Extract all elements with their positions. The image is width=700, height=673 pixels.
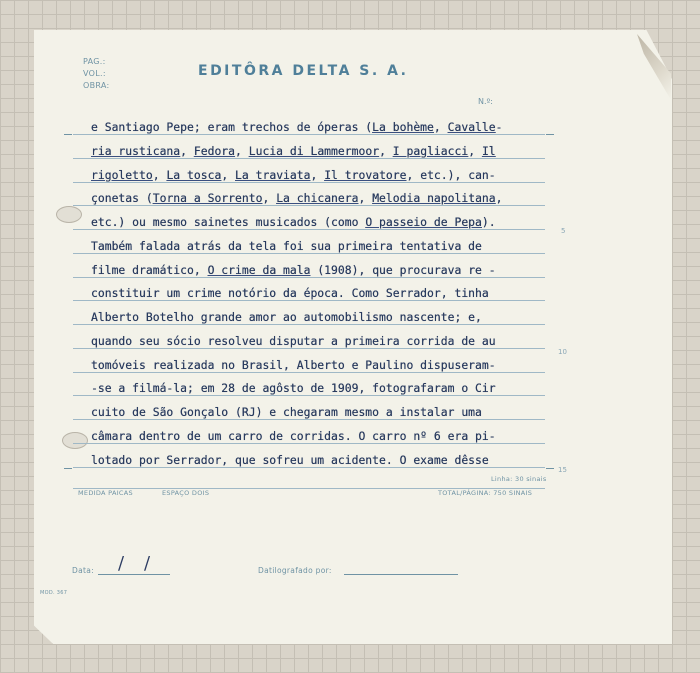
typed-line (91, 405, 482, 419)
underlined-title: O passeio de Pepa (365, 215, 482, 229)
typed-line (91, 168, 496, 182)
typed-line (91, 429, 496, 443)
text-segment: , (262, 191, 277, 206)
text-segment: Alberto Botelho grande amor ao automobilismo nascente; e, (91, 310, 482, 324)
margin-tick (546, 468, 554, 469)
text-segment: , (310, 167, 325, 182)
text-segment: -se a filmá-la; em 28 de agôsto de 1909, fotografaram o Cir (91, 381, 496, 396)
pag-label: PAG.: (83, 57, 106, 66)
text-segment: tomóveis realizada no Brasil, Alberto e Paulino dispuseram- (91, 357, 496, 372)
obra-label: OBRA: (83, 81, 110, 90)
typed-line (91, 120, 503, 134)
ruled-line (73, 395, 545, 396)
text-segment: Também falada atrás da tela foi sua primeira tentativa de (91, 238, 482, 253)
margin-tick (64, 468, 72, 469)
underlined-title: Il trovatore (324, 167, 407, 182)
underlined-title: I pagliacci (392, 143, 469, 158)
margin-tick (64, 134, 72, 135)
typed-line (91, 239, 482, 253)
text-segment: , (379, 143, 393, 158)
text-segment: e Santiago Pepe; eram trechos de óperas ( (91, 120, 373, 134)
ruled-line (73, 134, 545, 135)
typed-by-line (344, 574, 458, 575)
medida-label: MEDIDA PAICAS (78, 489, 133, 497)
number-label: N.º: (478, 97, 493, 106)
text-segment: , etc.), can- (406, 167, 496, 182)
text-segment: filme dramático, (91, 262, 208, 277)
ruled-line (73, 419, 545, 420)
text-segment: quando seu sócio resolveu disputar a primeira corrida de au (91, 333, 496, 348)
typed-line (91, 310, 482, 324)
form-model: MOD. 367 (40, 590, 68, 596)
typed-line (91, 358, 496, 372)
underlined-title: La traviata (235, 167, 311, 182)
underlined-title: Il (481, 143, 496, 158)
text-segment: lotado por Serrador, que sofreu um acidente. O exame dêsse (91, 452, 489, 467)
underlined-title: Melodia napolitana (372, 191, 496, 206)
margin-tick (546, 134, 554, 135)
typed-line (91, 263, 496, 277)
typed-line (91, 191, 503, 205)
text-segment: constituir um crime notório da época. Como Serrador, tinha (91, 286, 489, 301)
line-marker: 10 (558, 348, 567, 356)
text-segment: - (495, 120, 503, 134)
typed-line (91, 381, 496, 395)
typed-line (91, 144, 496, 158)
line-marker: 15 (558, 466, 567, 474)
ruled-line (73, 229, 545, 230)
underlined-title: La bohème (372, 120, 434, 134)
typed-line (91, 453, 489, 467)
text-segment: çonetas ( (91, 191, 153, 206)
espaco-label: ESPAÇO DOIS (162, 489, 210, 497)
underlined-title: La chicanera (276, 191, 359, 206)
text-segment: , (235, 143, 249, 158)
text-segment: ). (481, 215, 496, 229)
text-segment: , (152, 167, 167, 182)
underlined-title: O crime da mala (207, 262, 311, 277)
ruled-line (73, 205, 545, 206)
date-label: Data: (72, 566, 94, 575)
publisher-name: EDITÔRA DELTA S. A. (198, 63, 409, 79)
ruled-line (73, 300, 545, 301)
underlined-title: Torna a Sorrento (152, 191, 263, 206)
underlined-title: La tosca (166, 167, 222, 182)
underlined-title: Cavalle (447, 120, 496, 134)
text-segment: , (495, 191, 503, 206)
underlined-title: ria rusticana (91, 143, 181, 158)
date-line (98, 574, 170, 575)
punch-hole (62, 432, 88, 449)
underlined-title: Fedora (193, 143, 236, 158)
typed-line (91, 334, 496, 348)
ruled-line (73, 324, 545, 325)
text-segment: (1908), que procurava re - (310, 262, 496, 277)
underlined-title: Lucia di Lammermoor (248, 143, 380, 158)
typed-line (91, 215, 496, 229)
date-slash: / (118, 553, 125, 574)
underlined-title: rigoletto (91, 167, 153, 182)
total-label: TOTAL/PÁGINA: 750 SINAIS (438, 489, 533, 497)
text-segment: , (468, 143, 482, 158)
text-segment: câmara dentro de um carro de corridas. O carro nº 6 era pi- (91, 428, 496, 443)
date-slash: / (144, 553, 151, 574)
text-segment: cuito de São Gonçalo (RJ) e chegaram mesmo a instalar uma (91, 405, 482, 419)
punch-hole (56, 206, 82, 223)
lines-note: Linha: 30 sinais (491, 475, 547, 483)
text-segment: , (433, 120, 448, 134)
typed-line (91, 286, 489, 300)
typed-by-label: Datilografado por: (258, 566, 332, 575)
text-segment: etc.) ou mesmo sainetes musicados (como (91, 215, 366, 229)
text-segment: , (358, 191, 373, 206)
line-marker: 5 (561, 227, 566, 235)
vol-label: VOL.: (83, 69, 106, 78)
text-segment: , (221, 167, 236, 182)
text-segment: , (180, 143, 194, 158)
